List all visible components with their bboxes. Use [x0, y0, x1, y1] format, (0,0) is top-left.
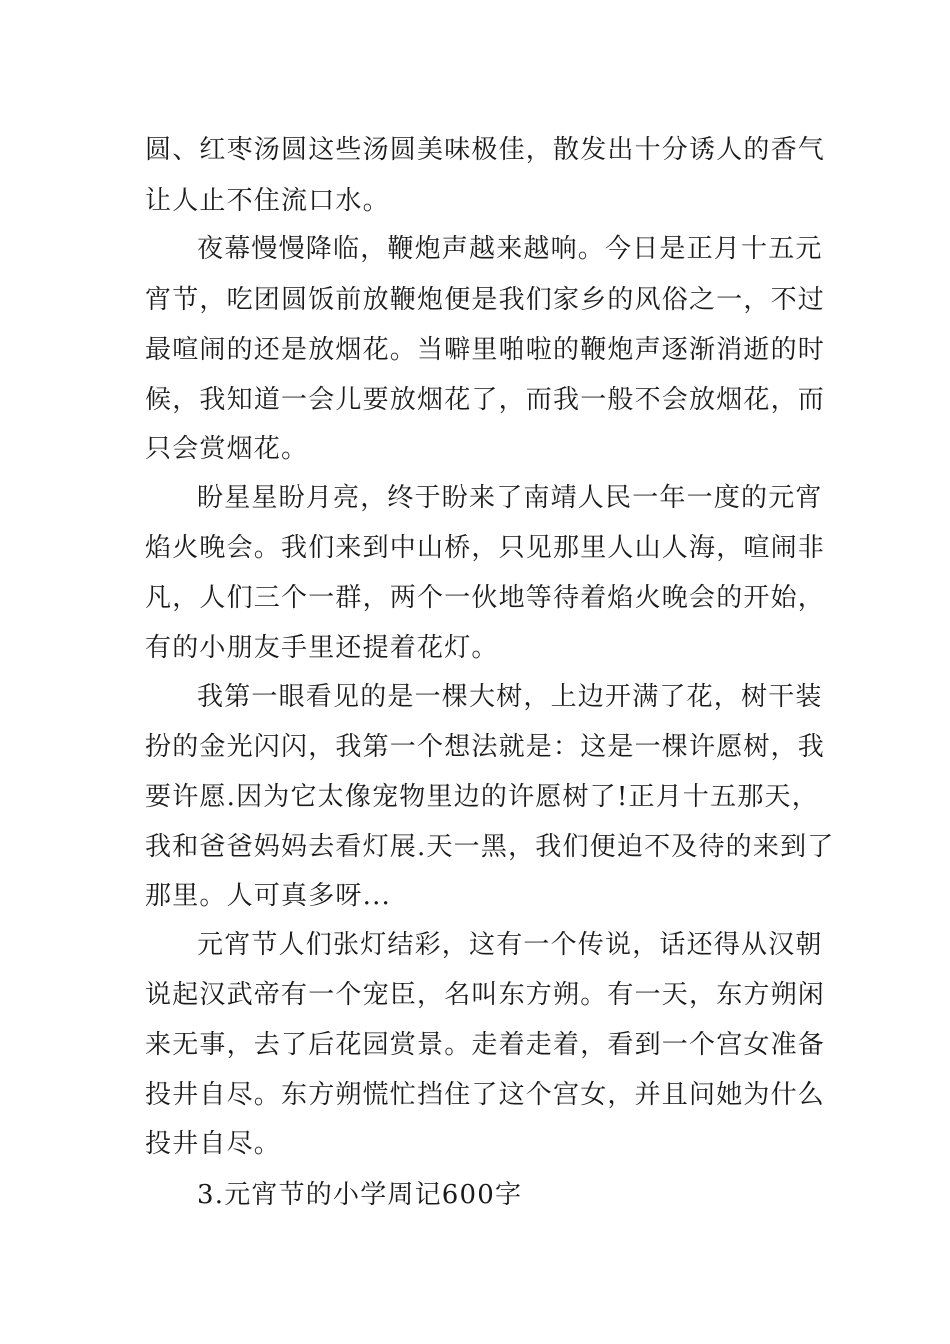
paragraph-line: 扮的金光闪闪，我第一个想法就是：这是一棵许愿树，我	[145, 732, 826, 762]
paragraph-line: 我第一眼看见的是一棵大树，上边开满了花，树干装	[197, 682, 823, 712]
paragraph-line: 夜幕慢慢降临，鞭炮声越来越响。今日是正月十五元	[197, 234, 823, 264]
paragraph-line: 要许愿.因为它太像宠物里边的许愿树了!正月十五那天，	[145, 782, 819, 812]
paragraph-line: 只会赏烟花。	[145, 434, 309, 464]
paragraph-line: 圆、红枣汤圆这些汤圆美味极佳，散发出十分诱人的香气	[145, 135, 826, 165]
paragraph-line: 让人止不住流口水。	[145, 186, 390, 216]
paragraph-line: 最喧闹的还是放烟花。当噼里啪啦的鞭炮声逐渐消逝的时	[145, 335, 826, 365]
paragraph-line: 来无事，去了后花园赏景。走着走着，看到一个宫女准备	[145, 1030, 826, 1060]
paragraph-line: 宵节，吃团圆饭前放鞭炮便是我们家乡的风俗之一，不过	[145, 285, 826, 315]
paragraph-line: 有的小朋友手里还提着花灯。	[145, 633, 499, 663]
paragraph-line: 我和爸爸妈妈去看灯展.天一黑，我们便迫不及待的来到了	[145, 832, 835, 862]
section-heading: 3.元宵节的小学周记600字	[197, 1180, 523, 1210]
paragraph-line: 焰火晚会。我们来到中山桥，只见那里人山人海，喧闹非	[145, 533, 826, 563]
paragraph-line: 元宵节人们张灯结彩，这有一个传说，话还得从汉朝	[197, 930, 823, 960]
paragraph-line: 候，我知道一会儿要放烟花了，而我一般不会放烟花，而	[145, 385, 826, 415]
paragraph-line: 凡，人们三个一群，两个一伙地等待着焰火晚会的开始，	[145, 583, 826, 613]
paragraph-line: 盼星星盼月亮，终于盼来了南靖人民一年一度的元宵	[197, 483, 823, 513]
paragraph-line: 投井自尽。	[145, 1129, 282, 1159]
paragraph-line: 那里。人可真多呀...	[145, 881, 391, 911]
paragraph-line: 说起汉武帝有一个宠臣，名叫东方朔。有一天，东方朔闲	[145, 980, 826, 1010]
paragraph-line: 投井自尽。东方朔慌忙挡住了这个宫女，并且问她为什么	[145, 1080, 826, 1110]
